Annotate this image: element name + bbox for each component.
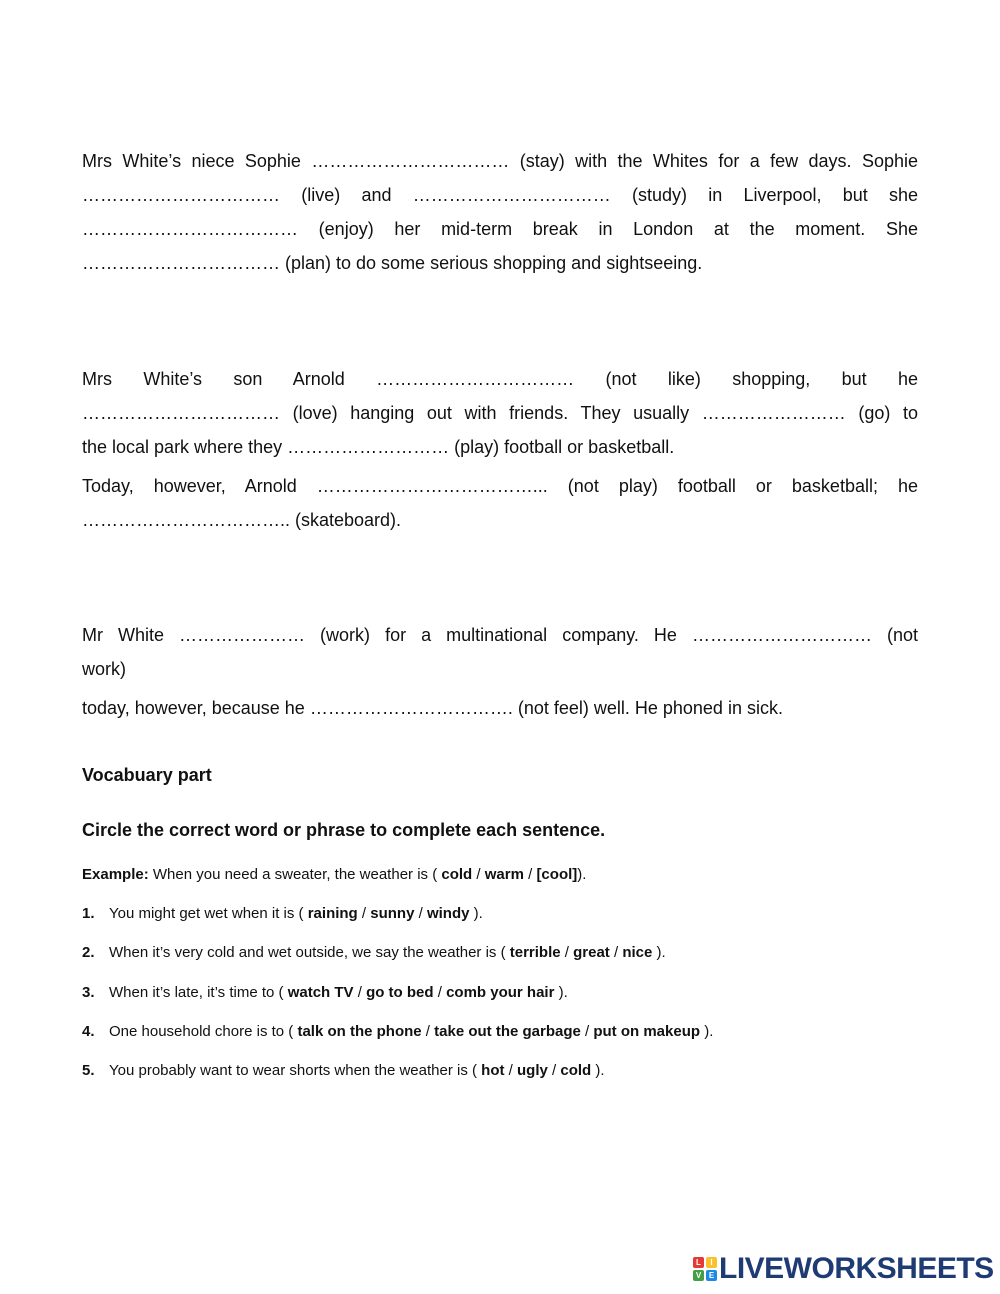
paragraph-line: …………………………… (love) hanging out with friends. They usually …………………… (go) to bbox=[82, 403, 918, 423]
paragraph-line: work) bbox=[82, 659, 126, 679]
question-number: 5. bbox=[82, 1062, 95, 1079]
question-end: ). bbox=[469, 905, 483, 922]
paragraph-line: today, however, because he ……………………………. (not feel) well. He phoned in sick. bbox=[82, 698, 783, 718]
question-row-2 bbox=[82, 944, 666, 961]
option[interactable]: watch TV bbox=[287, 984, 354, 1001]
question-row-1 bbox=[82, 905, 483, 922]
option[interactable]: put on makeup bbox=[593, 1023, 701, 1040]
option[interactable]: raining bbox=[307, 905, 358, 922]
option[interactable]: windy bbox=[426, 905, 470, 922]
question-row-4 bbox=[82, 1023, 713, 1040]
paragraph-line: …………………………… (live) and …………………………… (study) in Liverpool, but she bbox=[82, 185, 918, 205]
option[interactable]: cold bbox=[441, 866, 473, 883]
logo-block: L bbox=[693, 1257, 704, 1268]
question-text: One household chore is to ( bbox=[109, 1023, 298, 1040]
separator: / bbox=[609, 944, 623, 961]
logo-block: V bbox=[693, 1270, 704, 1281]
question-end: ). bbox=[700, 1023, 714, 1040]
paragraph-line: Today, however, Arnold ………………………………... (not play) football or basketball; he bbox=[82, 476, 918, 496]
paragraph-sophie bbox=[82, 144, 918, 280]
paragraph-arnold-today bbox=[82, 469, 918, 537]
separator: / bbox=[472, 866, 485, 883]
logo-blocks-icon bbox=[693, 1257, 717, 1281]
option[interactable]: go to bed bbox=[366, 984, 434, 1001]
logo-block: I bbox=[706, 1257, 717, 1268]
question-row-3 bbox=[82, 984, 568, 1001]
question-end: ). bbox=[591, 1062, 605, 1079]
question-row-5 bbox=[82, 1062, 605, 1079]
separator: / bbox=[421, 1023, 435, 1040]
option[interactable]: talk on the phone bbox=[297, 1023, 422, 1040]
separator: / bbox=[414, 905, 427, 922]
question-text: You might get wet when it is ( bbox=[109, 905, 308, 922]
example-end: ). bbox=[577, 866, 587, 883]
option[interactable]: nice bbox=[622, 944, 653, 961]
option[interactable]: cold bbox=[560, 1062, 592, 1079]
paragraph-line: ……………………………… (enjoy) her mid-term break in London at the moment. She bbox=[82, 219, 918, 239]
question-number: 4. bbox=[82, 1023, 95, 1040]
paragraph-mr-white-sick bbox=[82, 691, 918, 725]
option[interactable]: terrible bbox=[509, 944, 561, 961]
question-number: 2. bbox=[82, 944, 95, 961]
logo-text: LIVEWORKSHEETS bbox=[719, 1252, 994, 1285]
option[interactable]: hot bbox=[481, 1062, 505, 1079]
example-label: Example: bbox=[82, 866, 149, 883]
question-end: ). bbox=[652, 944, 666, 961]
option[interactable]: comb your hair bbox=[446, 984, 555, 1001]
separator: / bbox=[357, 905, 371, 922]
separator: / bbox=[353, 984, 367, 1001]
example-row bbox=[82, 866, 586, 883]
separator: / bbox=[560, 944, 574, 961]
separator: / bbox=[523, 866, 537, 883]
separator: / bbox=[504, 1062, 517, 1079]
liveworksheets-logo bbox=[693, 1254, 994, 1284]
option[interactable]: warm bbox=[484, 866, 524, 883]
separator: / bbox=[433, 984, 447, 1001]
separator: / bbox=[547, 1062, 561, 1079]
logo-block: E bbox=[706, 1270, 717, 1281]
vocab-heading: Vocabuary part bbox=[82, 765, 212, 785]
paragraph-arnold bbox=[82, 362, 918, 464]
question-text: When it’s late, it’s time to ( bbox=[109, 984, 288, 1001]
paragraph-line: …………………………….. (skateboard). bbox=[82, 510, 402, 530]
question-number: 3. bbox=[82, 984, 95, 1001]
question-end: ). bbox=[554, 984, 568, 1001]
paragraph-line: the local park where they ……………………… (play) football or basketball. bbox=[82, 437, 675, 457]
example-text: When you need a sweater, the weather is ( bbox=[148, 866, 442, 883]
question-text: When it’s very cold and wet outside, we say the weather is ( bbox=[109, 944, 510, 961]
paragraph-line: …………………………… (plan) to do some serious shopping and sightseeing. bbox=[82, 253, 703, 273]
question-number: 1. bbox=[82, 905, 95, 922]
option[interactable]: take out the garbage bbox=[434, 1023, 581, 1040]
option[interactable]: sunny bbox=[370, 905, 415, 922]
paragraph-mr-white bbox=[82, 618, 918, 686]
instruction-heading: Circle the correct word or phrase to complete each sentence. bbox=[82, 820, 606, 840]
option[interactable]: [cool] bbox=[536, 866, 578, 883]
paragraph-line: Mr White ………………… (work) for a multinational company. He ………………………… (not bbox=[82, 625, 918, 645]
separator: / bbox=[580, 1023, 594, 1040]
option[interactable]: great bbox=[573, 944, 610, 961]
option[interactable]: ugly bbox=[517, 1062, 548, 1079]
paragraph-line: Mrs White’s niece Sophie …………………………… (stay) with the Whites for a few days. Sophie bbox=[82, 151, 918, 171]
paragraph-line: Mrs White’s son Arnold …………………………… (not like) shopping, but he bbox=[82, 369, 918, 389]
question-text: You probably want to wear shorts when the weather is ( bbox=[109, 1062, 482, 1079]
